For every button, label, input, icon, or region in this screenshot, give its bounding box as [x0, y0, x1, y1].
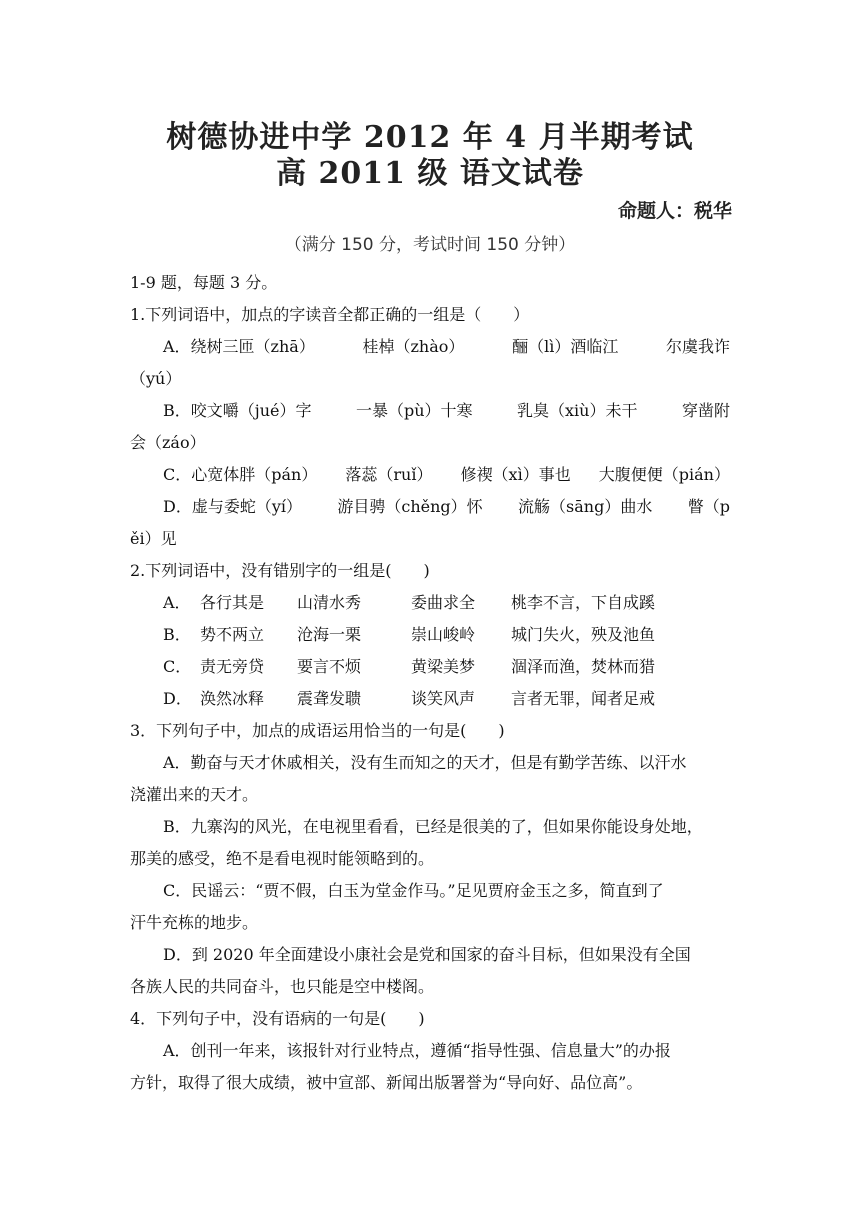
option-text: 桂棹（zhào） — [362, 337, 465, 356]
question-1-option-b — [163, 400, 730, 422]
exam-title-line1: 树德协进中学 2012 年 4 月半期考试 — [166, 120, 694, 155]
question-1-stem: 1.下列词语中，加点的字读音全都正确的一组是（ ） — [130, 305, 530, 324]
question-2-option-a — [163, 592, 655, 614]
option-text: 修禊（xì）事也 — [460, 465, 571, 484]
option-word: 各行其是 — [200, 593, 265, 612]
option-text: C．心宽体胖（pán） — [163, 465, 318, 484]
question-1-option-d — [163, 496, 730, 518]
option-text: 尔虞我诈 — [665, 337, 730, 356]
option-text: A．绕树三匝（zhā） — [163, 337, 315, 356]
option-letter: B． — [163, 625, 191, 644]
section-instruction: 1-9 题，每题 3 分。 — [130, 273, 278, 292]
question-3-option-d: D．到 2020 年全面建设小康社会是党和国家的奋斗目标，但如果没有全国 — [163, 945, 691, 964]
question-4-option-a-wrap: 方针，取得了很大成绩，被中宣部、新闻出版署誉为“导向好、品位高”。 — [130, 1073, 643, 1092]
option-text: D．虚与委蛇（yí） — [163, 497, 302, 516]
question-2-option-c — [163, 656, 655, 678]
option-text: 酾（lì）酒临江 — [512, 337, 619, 356]
question-1-option-c — [163, 464, 730, 486]
question-3-option-c: C．民谣云：“贾不假，白玉为堂金作马。”足见贾府金玉之多，简直到了 — [163, 881, 664, 900]
option-word: 势不两立 — [200, 625, 265, 644]
option-letter: A． — [163, 593, 191, 612]
question-4-option-a: A．创刊一年来，该报针对行业特点，遵循“指导性强、信息量大”的办报 — [163, 1041, 671, 1060]
question-2-option-d — [163, 688, 655, 710]
option-word: 震聋发聩 — [297, 689, 362, 708]
option-letter: C． — [163, 657, 192, 676]
question-1-option-a-wrap: （yú） — [130, 369, 182, 388]
question-4-stem: 4．下列句子中，没有语病的一句是( ) — [130, 1009, 425, 1028]
option-text: 落蕊（ruǐ） — [345, 465, 433, 484]
option-text: 大腹便便（pián） — [598, 465, 730, 484]
option-word: 言者无罪，闻者足戒 — [511, 689, 656, 708]
option-text: 流觞（sāng）曲水 — [518, 497, 653, 516]
option-word: 沧海一栗 — [297, 625, 362, 644]
question-3-option-d-wrap: 各族人民的共同奋斗，也只能是空中楼阁。 — [130, 977, 435, 996]
option-word: 桃李不言，下自成蹊 — [511, 593, 656, 612]
option-word: 黄梁美梦 — [411, 657, 476, 676]
question-1-option-a — [163, 336, 730, 358]
option-text: 一暴（pù）十寒 — [355, 401, 473, 420]
author: 命题人：税华 — [617, 200, 732, 222]
option-text: 游目骋（chěng）怀 — [337, 497, 483, 516]
option-word: 崇山峻岭 — [411, 625, 476, 644]
option-text: B．咬文嚼（jué）字 — [163, 401, 312, 420]
question-3-option-b: B．九寨沟的风光，在电视里看看，已经是很美的了，但如果你能设身处地， — [163, 817, 703, 836]
option-word: 涸泽而渔，焚林而猎 — [511, 657, 656, 676]
exam-title-line2: 高 2011 级 语文试卷 — [276, 156, 584, 191]
option-text: 乳臭（xiù）未干 — [517, 401, 638, 420]
option-word: 委曲求全 — [411, 593, 476, 612]
option-text: 瞥（p — [687, 497, 730, 516]
option-word: 涣然冰释 — [200, 689, 265, 708]
option-word: 山清水秀 — [297, 593, 362, 612]
exam-subtitle: （满分 150 分，考试时间 150 分钟） — [284, 235, 576, 255]
option-word: 责无旁贷 — [200, 657, 265, 676]
question-3-option-a: A．勤奋与天才休戚相关，没有生而知之的天才，但是有勤学苦练、以汗水 — [163, 753, 687, 772]
question-2-stem: 2.下列词语中，没有错别字的一组是( ) — [130, 561, 430, 580]
question-3-option-b-wrap: 那美的感受，绝不是看电视时能领略到的。 — [130, 849, 435, 868]
question-3-option-c-wrap: 汗牛充栋的地步。 — [130, 913, 259, 932]
question-2-option-b — [163, 624, 655, 646]
question-3-stem: 3．下列句子中，加点的成语运用恰当的一句是( ) — [130, 721, 505, 740]
question-3-option-a-wrap: 浇灌出来的天才。 — [130, 785, 259, 804]
option-word: 谈笑风声 — [411, 689, 476, 708]
question-1-option-b-wrap: 会（záo） — [130, 433, 206, 452]
option-letter: D． — [163, 689, 192, 708]
option-word: 要言不烦 — [297, 657, 362, 676]
question-1-option-d-wrap: ěi）见 — [130, 529, 177, 548]
option-word: 城门失火，殃及池鱼 — [511, 625, 656, 644]
option-text: 穿凿附 — [681, 401, 730, 420]
